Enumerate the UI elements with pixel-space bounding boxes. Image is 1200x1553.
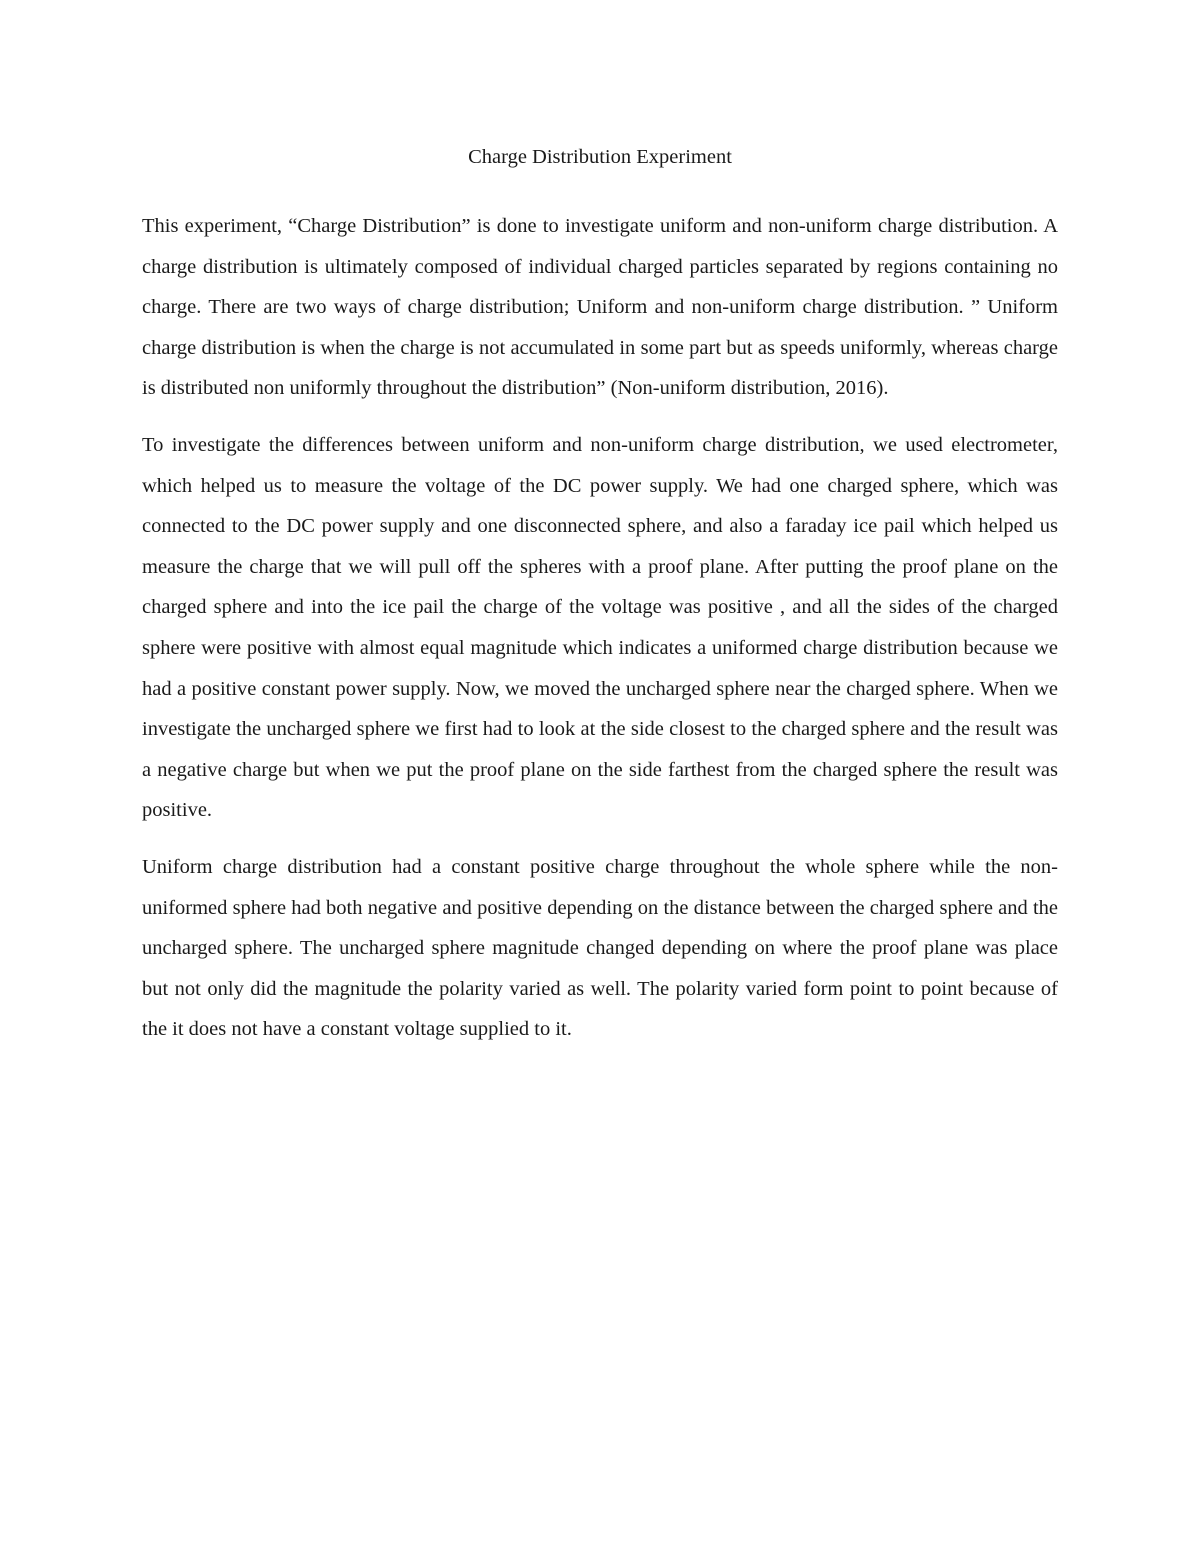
paragraph-procedure: To investigate the differences between uniform and non-uniform charge distribution, we used electrometer, which helped us to measure the voltage of the DC power supply. We had one charged sphere, which was connected to the DC power supply and one disconnected sphere, and also a faraday ice pail which helped us measure the charge that we will pull off the spheres with a proof plane. After putting the proof plane on the charged sphere and into the ice pail the charge of the voltage was positive , and all the sides of the charged sphere were positive with almost equal magnitude which indicates a uniformed charge distribution because we had a positive constant power supply. Now, we moved the uncharged sphere near the charged sphere. When we investigate the uncharged sphere we first had to look at the side closest to the charged sphere and the result was a negative charge but when we put the proof plane on the side farthest from the charged sphere the result was positive. — [142, 433, 1058, 822]
paragraph-introduction: This experiment, “Charge Distribution” is done to investigate uniform and non-uniform charge distribution. A charge distribution is ultimately composed of individual charged particles separated by regions containing no charge. There are two ways of charge distribution; Uniform and non-uniform charge distribution. ” Uniform charge distribution is when the charge is not accumulated in some part but as speeds uniformly, whereas charge is distributed non uniformly throughout the distribution” (Non-uniform distribution, 2016). — [142, 215, 1058, 400]
document-body — [142, 206, 1058, 1066]
paragraph-conclusion: Uniform charge distribution had a constant positive charge throughout the whole sphere while the non-uniformed sphere had both negative and positive depending on the distance between the charged sphere and the uncharged sphere. The uncharged sphere magnitude changed depending on where the proof plane was place but not only did the magnitude the polarity varied as well. The polarity varied form point to point because of the it does not have a constant voltage supplied to it. — [142, 855, 1058, 1041]
document-title: Charge Distribution Experiment — [468, 146, 732, 168]
